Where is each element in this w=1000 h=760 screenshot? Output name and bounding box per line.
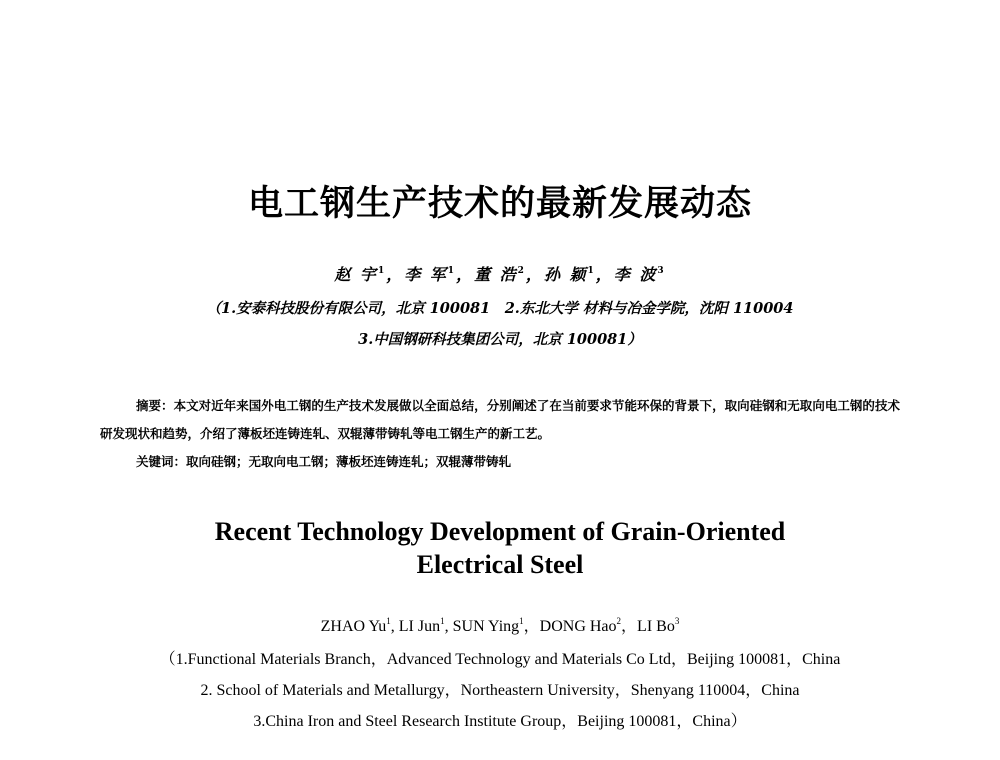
abstract-paragraph bbox=[100, 392, 900, 448]
author: SUN Ying$^1$， bbox=[452, 616, 540, 635]
author: LI Bo$^3$ bbox=[637, 616, 680, 635]
author: 李 波$^3$ bbox=[613, 265, 666, 284]
author: LI Jun$^1$, bbox=[398, 616, 453, 635]
english-title-line-2: Electrical Steel bbox=[416, 550, 584, 579]
chinese-title: 电工钢生产技术的最新发展动态 bbox=[247, 184, 752, 224]
english-authors bbox=[0, 613, 1000, 636]
keywords-text: 取向硅钢；无取向电工钢；薄板坯连铸连轧；双辊薄带铸轧 bbox=[186, 454, 512, 469]
author: ZHAO Yu$^1$, bbox=[320, 616, 399, 635]
chinese-affiliation-line-2: 3.中国钢研科技集团公司，北京 100081） bbox=[358, 331, 642, 348]
abstract-label: 摘要： bbox=[136, 398, 174, 413]
chinese-abstract bbox=[100, 392, 900, 476]
author: 李 军$^1$， bbox=[404, 265, 475, 284]
chinese-authors bbox=[0, 262, 1000, 285]
english-affiliation-line-2: 2. School of Materials and Metallurgy，Northeastern University，Shenyang 110004，China bbox=[200, 682, 800, 699]
english-title bbox=[0, 515, 1000, 581]
author: 赵 宇$^1$， bbox=[334, 265, 405, 284]
author: 董 浩$^2$， bbox=[474, 265, 544, 284]
english-affiliation-line-1: （1.Functional Materials Branch，Advanced Technology and Materials Co Ltd，Beijing 100081，China bbox=[159, 651, 841, 668]
abstract-text: 本文对近年来国外电工钢的生产技术发展做以全面总结，分别阐述了在当前要求节能环保的背景下，取向硅钢和无取向电工钢的技术研发现状和趋势，介绍了薄板坯连铸连轧、双辊薄带铸轧等电工钢生产的新工艺。 bbox=[100, 398, 900, 441]
english-affiliation-line-3: 3.China Iron and Steel Research Institute Group，Beijing 100081，China） bbox=[253, 713, 747, 730]
english-title-line-1: Recent Technology Development of Grain-Oriented bbox=[214, 517, 786, 546]
keywords bbox=[136, 448, 900, 476]
author: DONG Hao$^2$， bbox=[539, 616, 638, 635]
author: 孙 颖$^1$， bbox=[543, 265, 614, 284]
chinese-affiliation-line-1: （1.安泰科技股份有限公司，北京 100081 2.东北大学 材料与冶金学院，沈阳 110004 bbox=[206, 300, 794, 317]
keywords-label: 关键词： bbox=[136, 454, 187, 469]
